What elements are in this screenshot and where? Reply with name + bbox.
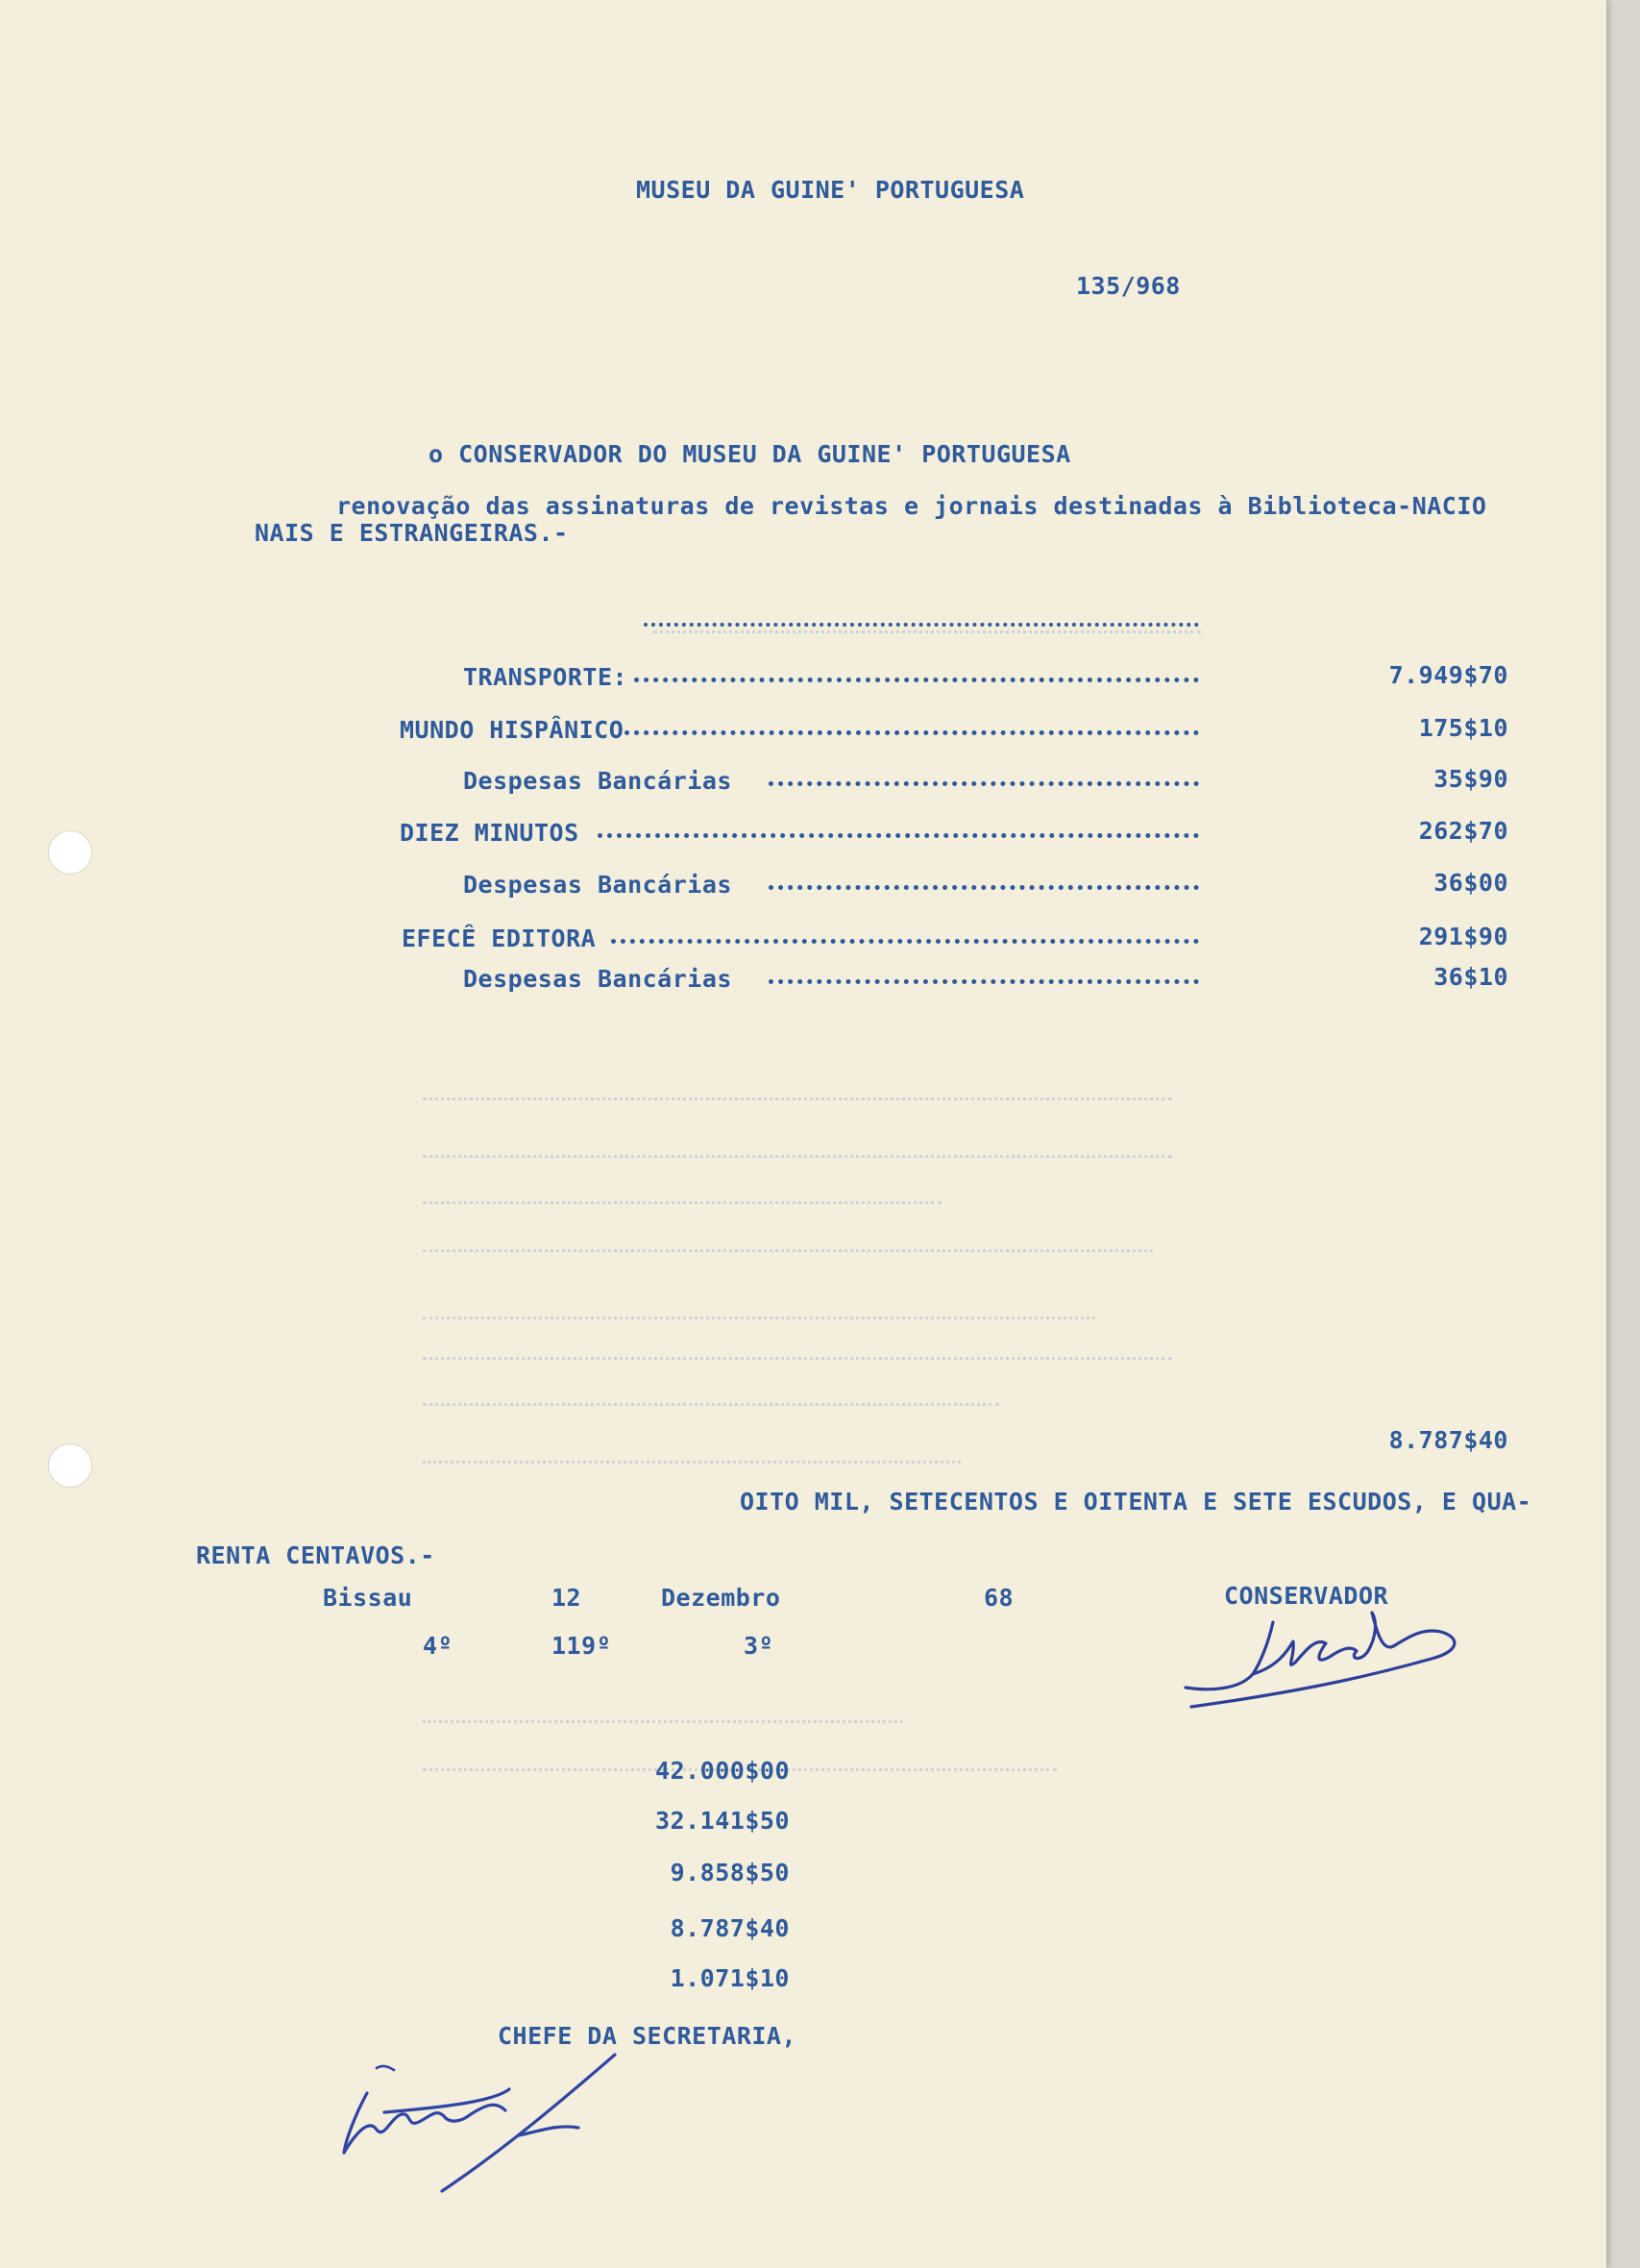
item-amount: 35$90 (1433, 765, 1508, 793)
item-amount: 175$10 (1418, 714, 1508, 742)
item-label: Despesas Bancárias (463, 871, 732, 899)
code-value: 3º (744, 1632, 774, 1660)
subject-line-2: NAIS E ESTRANGEIRAS.- (255, 519, 569, 547)
item-amount: 7.949$70 (1388, 661, 1508, 689)
item-label: Despesas Bancárias (463, 965, 732, 993)
reference-number: 135/968 (1076, 272, 1181, 300)
faint-dotted-line (423, 1097, 1172, 1100)
item-amount: 262$70 (1418, 817, 1508, 845)
item-label: DIEZ MINUTOS (400, 819, 579, 847)
footer-title: CHEFE DA SECRETARIA, (498, 2022, 797, 2050)
punch-hole (48, 830, 92, 875)
total-amount: 8.787$40 (1388, 1426, 1508, 1454)
date-month: Dezembro (661, 1584, 781, 1612)
faint-dotted-line (423, 1720, 903, 1723)
item-label: TRANSPORTE: (463, 663, 628, 691)
leader-dots (769, 781, 1199, 786)
faint-dotted-line (423, 1155, 1172, 1158)
calc-value: 9.858$50 (670, 1859, 790, 1886)
addressee-line: o CONSERVADOR DO MUSEU DA GUINE' PORTUGUESA (428, 440, 1071, 468)
faint-dotted-line (423, 1461, 961, 1464)
separator-dotted-line (644, 623, 1199, 627)
faint-dotted-line (423, 1357, 1172, 1360)
punch-hole (48, 1443, 92, 1488)
item-amount: 291$90 (1418, 923, 1508, 950)
item-label: MUNDO HISPÂNICO (400, 716, 624, 744)
calc-value: 42.000$00 (655, 1757, 790, 1785)
calc-value: 32.141$50 (655, 1807, 790, 1835)
leader-dots (634, 678, 1199, 682)
leader-dots (611, 939, 1199, 944)
date-place: Bissau (323, 1584, 413, 1612)
leader-dots (769, 979, 1199, 984)
signatory-title: CONSERVADOR (1224, 1582, 1389, 1610)
calc-value: 1.071$10 (670, 1964, 790, 1992)
total-in-words-line-2: RENTA CENTAVOS.- (196, 1541, 435, 1569)
faint-dotted-line (423, 1403, 999, 1406)
faint-dotted-line (653, 630, 1201, 633)
leader-dots (769, 885, 1199, 890)
date-year: 68 (984, 1584, 1015, 1612)
chefe-signature (327, 2047, 826, 2201)
faint-dotted-line (423, 1249, 1153, 1252)
code-value: 4º (423, 1632, 453, 1660)
faint-dotted-line (423, 1201, 942, 1204)
item-label: Despesas Bancárias (463, 767, 732, 795)
leader-dots (624, 730, 1199, 735)
item-amount: 36$00 (1433, 869, 1508, 897)
total-in-words-line-1: OITO MIL, SETECENTOS E OITENTA E SETE ESCUDOS, E QUA- (740, 1488, 1532, 1516)
item-label: EFECÊ EDITORA (402, 924, 597, 952)
faint-dotted-line (423, 1317, 1095, 1319)
leader-dots (598, 833, 1199, 838)
calc-value: 8.787$40 (670, 1914, 790, 1942)
conservador-signature (1172, 1595, 1480, 1720)
institution-heading: MUSEU DA GUINE' PORTUGUESA (636, 176, 1025, 204)
code-value: 119º (551, 1632, 612, 1660)
item-amount: 36$10 (1433, 963, 1508, 991)
subject-line-1: renovação das assinaturas de revistas e jornais destinadas à Biblioteca-NACIO (336, 492, 1487, 520)
date-day: 12 (551, 1584, 582, 1612)
